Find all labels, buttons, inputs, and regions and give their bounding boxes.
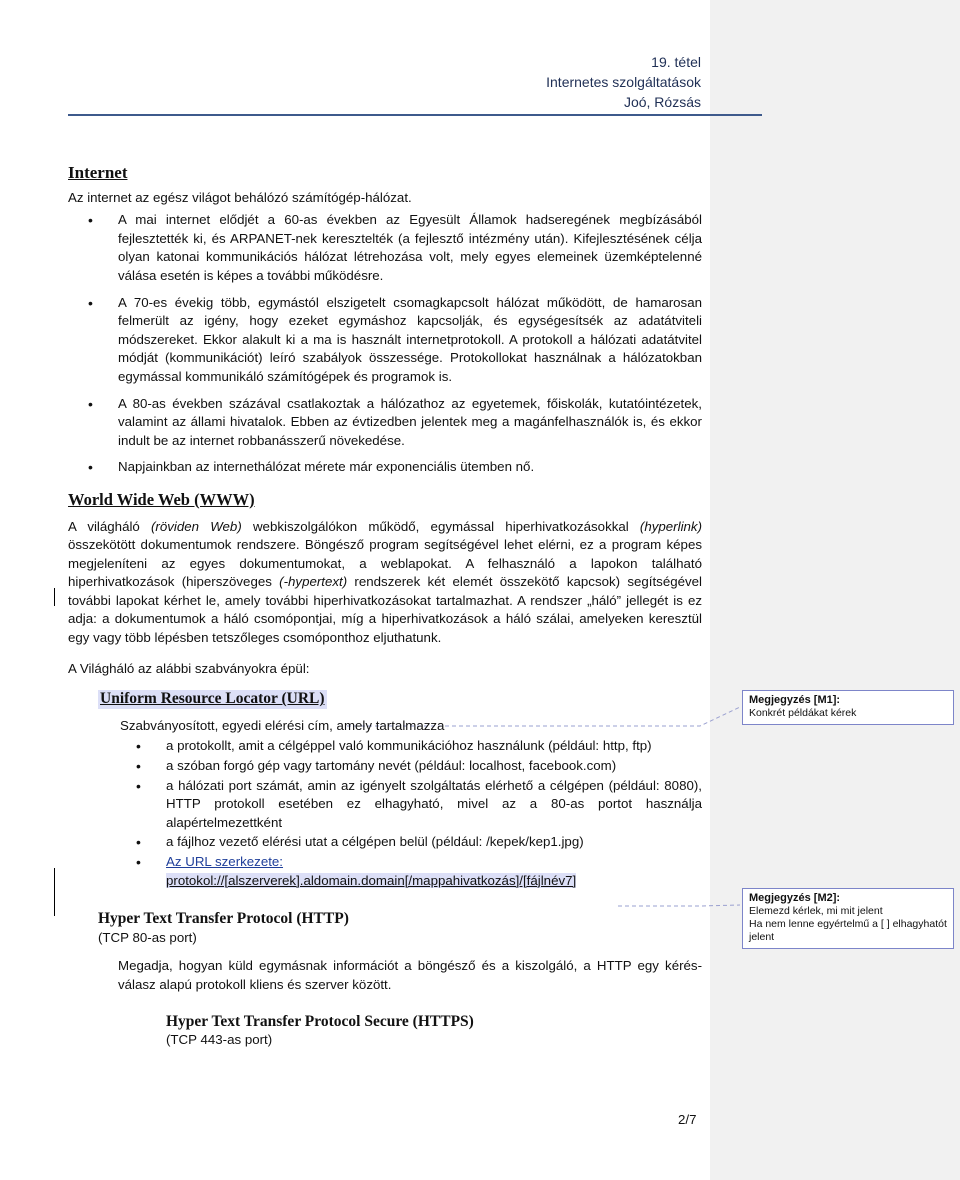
header-line-2: Internetes szolgáltatások	[546, 74, 701, 90]
list-item	[166, 853, 702, 890]
url-structure-value: protokol://[alszerverek].aldomain.domain[/mappahivatkozás]/[fájlnév7]	[166, 872, 577, 888]
page-number: 2/7	[678, 1112, 697, 1127]
comment-title: Megjegyzés [M2]:	[749, 892, 841, 904]
list-item: • a fájlhoz vezető elérési utat a célgépen belül (például: /kepek/kep1.jpg)	[166, 833, 702, 852]
document-body	[68, 164, 702, 1050]
list-item: • A 80-as években százával csatlakoztak a hálózathoz az egyetemek, főiskolák, kutatóintézetek, valamint az állami hivatalok. Ebben az évtizedben jelentek meg a magánfelhasználók is, és ekkor indult be az internet robbanásszerű növekedése.	[118, 395, 702, 451]
change-bar-1	[54, 588, 55, 606]
www-standards-intro: A Világháló az alábbi szabványokra épül:	[68, 660, 310, 676]
header-line-1: 19. tétel	[651, 54, 701, 70]
comment-title: Megjegyzés [M1]:	[749, 694, 841, 706]
list-item: • A mai internet elődjét a 60-as években az Egyesült Államok hadseregének megbízásából fejlesztették ki, és ARPANET-nek keresztelték (a fejlesztő intézmény után). Kifejlesztésének célja olyan katonai kommunikációs hálózat létrehozása volt, mely egyes elemeinek üzemképtelenné válása esetén is képes a további működésre.	[118, 211, 702, 285]
text-run-italic: (-hypertext)	[279, 574, 348, 590]
internet-intro: Az internet az egész világot behálózó számítógép-hálózat.	[68, 189, 412, 205]
text-run-italic: (hyperlink)	[639, 518, 702, 534]
comment-text: Konkrét példákat kérek	[749, 707, 857, 719]
https-block	[98, 1013, 702, 1050]
https-port: (TCP 443-as port)	[166, 1032, 273, 1048]
comment-m2[interactable]	[742, 888, 954, 949]
change-bar-2	[54, 868, 55, 916]
www-paragraph	[68, 518, 702, 648]
page-header	[546, 52, 701, 112]
internet-bullet-list	[68, 211, 702, 477]
section-title-https: Hyper Text Transfer Protocol Secure (HTTPS)	[166, 1012, 474, 1030]
list-item: • Napjainkban az internethálózat mérete már exponenciális ütemben nő.	[118, 458, 702, 477]
url-intro: Szabványosított, egyedi elérési cím, amely tartalmazza	[120, 717, 445, 733]
text-run: rendszerek két elemét összekötő kapcsok) segítségével további lapokat kérhet le, amely további hiperhivatkozásokat tartalmazhat. A rendszer „háló” jellegét is ez adja: a dokumentumok a háló csomópontjai, míg a hiperhivatkozások a háló szálai, amelyeken keresztül egy vagy több lépésben tetszőleges csomóponthoz eljuthatunk.	[68, 574, 702, 646]
comment-m1[interactable]	[742, 690, 954, 725]
comment-text: Elemezd kérlek, mi mit jelent Ha nem lenne egyértelmű a [ ] elhagyhatót jelent	[749, 905, 947, 943]
comments-margin-pane	[710, 0, 960, 1180]
list-item: • a szóban forgó gép vagy tartomány nevét (például: localhost, facebook.com)	[166, 757, 702, 776]
url-structure-label[interactable]: Az URL szerkezete:	[166, 854, 284, 869]
http-block	[68, 910, 702, 1050]
list-item: • A 70-es évekig több, egymástól elszigetelt csomagkapcsolt hálózat működött, de hamarosan felmerült az igény, hogy ezeket egymáshoz kapcsolják, és egységesítsék az adatátviteli módszereket. Ekkor alakult ki a ma is használt internetprotokoll. A protokoll a hálózati adatátvitel módját (kommunikációt) leíró szabályok összessége. Protokollokat használnak a hálózatokban egymással kommunikáló számítógépek és programok is.	[118, 294, 702, 387]
text-run: összekötött dokumentumok rendszere. Böngésző program segítségével lehet elérni, ez a program képes megjeleníteni az egyes dokumentumokat, a weblapokat. A felhasználó a lapokon található hiperhivatkozások (hiperszöveges	[68, 537, 702, 590]
text-run: A világháló	[68, 518, 151, 534]
section-title-http: Hyper Text Transfer Protocol (HTTP)	[98, 910, 349, 928]
list-item: • a protokollt, amit a célgéppel való kommunikációhoz használunk (például: http, ftp)	[166, 737, 702, 756]
http-port: (TCP 80-as port)	[98, 929, 197, 945]
section-title-url: Uniform Resource Locator (URL)	[100, 690, 325, 708]
text-run-italic: (röviden Web)	[151, 518, 242, 534]
url-component-list	[68, 737, 702, 890]
section-title-internet: Internet	[68, 163, 128, 182]
header-line-3: Joó, Rózsás	[623, 94, 701, 110]
section-title-www: World Wide Web (WWW)	[68, 489, 255, 509]
url-heading-wrap	[68, 690, 702, 709]
http-description: Megadja, hogyan küld egymásnak információt a böngésző és a kiszolgáló, a HTTP egy kérés-válasz alapú protokoll kliens és szerver között.	[118, 958, 702, 992]
list-item: • a hálózati port számát, amin az igényelt szolgáltatás elérhető a célgépen (például: 8080), HTTP protokoll esetében ez elhagyható, mivel az a 80-as portot használja alapértelmezettként	[166, 777, 702, 833]
header-rule	[68, 114, 762, 116]
text-run: webkiszolgálókon működő, egymással hiperhivatkozásokkal	[241, 518, 640, 534]
